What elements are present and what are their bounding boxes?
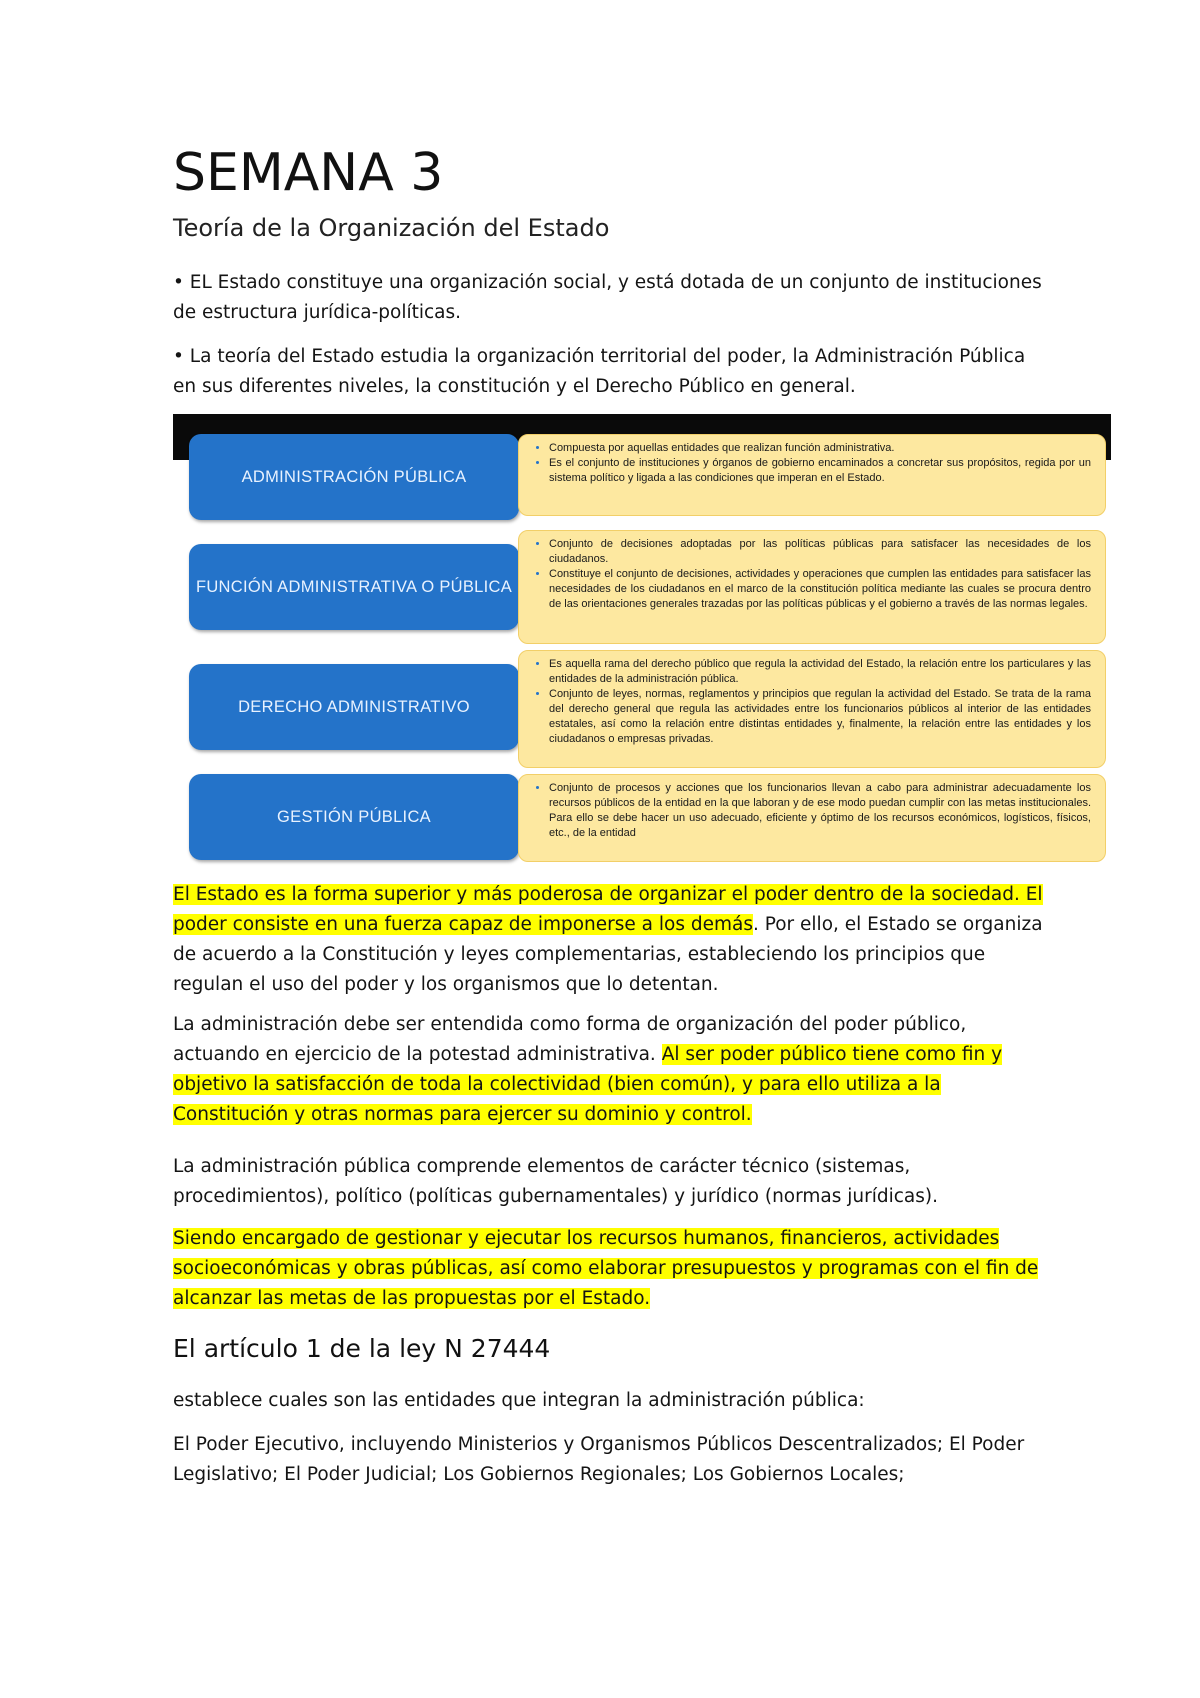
law-entities: El Poder Ejecutivo, incluyendo Ministerios y Organismos Públicos Descentralizados; El Poder Legislativo; El Poder Judicial; Los Gobiernos Regionales; Los Gobiernos Locales; <box>173 1434 1025 1485</box>
intro-bullet-1: • EL Estado constituye una organización social, y está dotada de un conjunto de instituciones de estructura jurídica-políticas. <box>173 272 1042 323</box>
page-title: SEMANA 3 <box>173 143 444 203</box>
paragraph-text: La administración debe ser entendida como forma de organización del poder público, actuando en ejercicio de la potestad administrativa. <box>173 1014 967 1065</box>
body-paragraph-4 <box>173 1224 1053 1314</box>
concept-box-funcion: FUNCIÓN ADMINISTRATIVA O PÚBLICA <box>189 544 519 630</box>
description-box-gestion <box>518 774 1106 862</box>
description-item: • Compuesta por aquellas entidades que realizan función administrativa. <box>549 441 1091 456</box>
intro-bullet-2: • La teoría del Estado estudia la organización territorial del poder, la Administración Pública en sus diferentes niveles, la constitución y el Derecho Público en general. <box>173 346 1026 397</box>
body-paragraph-1 <box>173 880 1053 1000</box>
description-box-administracion <box>518 434 1106 516</box>
concept-box-derecho: DERECHO ADMINISTRATIVO <box>189 664 519 750</box>
description-item: • Es el conjunto de instituciones y órganos de gobierno encaminados a concretar sus propósitos, regida por un sistema político y ligada a las condiciones que imperan en el Estado. <box>549 456 1091 486</box>
concept-box-administracion: ADMINISTRACIÓN PÚBLICA <box>189 434 519 520</box>
description-item: • Conjunto de procesos y acciones que los funcionarios llevan a cabo para administrar adecuadamente los recursos públicos de la entidad en la que laboran y de ese modo puedan cumplir con las metas institucionales. Para ello se debe hacer un uso adecuado, eficiente y óptimo de los recursos económicos, logísticos, físicos, etc., de la entidad <box>549 781 1091 841</box>
page-subtitle: Teoría de la Organización del Estado <box>173 214 610 242</box>
concept-box-gestion: GESTIÓN PÚBLICA <box>189 774 519 860</box>
concept-diagram <box>173 414 1111 862</box>
highlighted-text: Al ser poder público tiene como fin y objetivo la satisfacción de toda la colectividad (bien común), y para ello utiliza a la Constitución y otras normas para ejercer su dominio y control. <box>173 1044 1003 1125</box>
description-box-funcion <box>518 530 1106 644</box>
body-paragraph-3: La administración pública comprende elementos de carácter técnico (sistemas, procedimientos), político (políticas gubernamentales) y jurídico (normas jurídicas). <box>173 1156 939 1207</box>
law-intro: establece cuales son las entidades que integran la administración pública: <box>173 1390 865 1411</box>
law-heading: El artículo 1 de la ley N 27444 <box>173 1334 551 1363</box>
description-item: • Conjunto de leyes, normas, reglamentos y principios que regulan la actividad del Estado. Se trata de la rama del derecho general que regula las actividades entre los funcionarios públicos al interior de las entidades estatales, así como la relación entre distintas entidades y, finalmente, la relación entre las entidades y los ciudadanos o empresas privadas. <box>549 687 1091 747</box>
description-box-derecho <box>518 650 1106 768</box>
paragraph-text: . Por ello, el Estado se organiza de acuerdo a la Constitución y leyes complementarias, estableciendo los principios que regulan el uso del poder y los organismos que lo detentan. <box>173 914 1043 995</box>
body-paragraph-2 <box>173 1010 1053 1130</box>
description-item: • Constituye el conjunto de decisiones, actividades y operaciones que cumplen las entidades para satisfacer las necesidades de los ciudadanos en el marco de la constitución política mediante las cuales se procura dentro de las orientaciones generales trazadas por las políticas públicas y el gobierno a través de las normas legales. <box>549 567 1091 612</box>
highlighted-text: Siendo encargado de gestionar y ejecutar los recursos humanos, financieros, actividades socioeconómicas y obras públicas, así como elaborar presupuestos y programas con el fin de alcanzar las metas de las propuestas por el Estado. <box>173 1228 1039 1309</box>
description-item: • Es aquella rama del derecho público que regula la actividad del Estado, la relación entre los particulares y las entidades de la administración pública. <box>549 657 1091 687</box>
description-item: • Conjunto de decisiones adoptadas por las políticas públicas para satisfacer las necesidades de los ciudadanos. <box>549 537 1091 567</box>
highlighted-text: El Estado es la forma superior y más poderosa de organizar el poder dentro de la sociedad. El poder consiste en una fuerza capaz de imponerse a los demás <box>173 884 1043 935</box>
